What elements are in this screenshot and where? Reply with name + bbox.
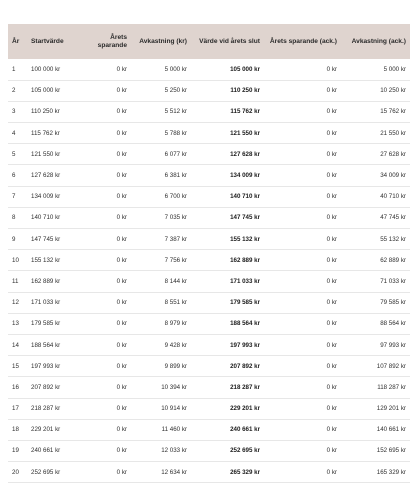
cell-savings-accumulated: 0 kr <box>326 405 337 413</box>
cell-savings-accumulated: 0 kr <box>326 129 337 137</box>
cell-end-value: 110 250 kr <box>230 87 260 95</box>
cell-return-accumulated: 165 329 kr <box>376 468 406 476</box>
table-row <box>8 440 410 461</box>
table-row <box>8 59 410 80</box>
cell-savings-accumulated: 0 kr <box>326 320 337 328</box>
cell-return-accumulated: 79 585 kr <box>380 299 406 307</box>
cell-savings-accumulated: 0 kr <box>326 193 337 201</box>
cell-start-value: 252 695 kr <box>31 468 61 476</box>
table-row <box>8 80 410 101</box>
table-row <box>8 419 410 440</box>
cell-year: 12 <box>12 299 19 307</box>
cell-savings-accumulated: 0 kr <box>326 150 337 158</box>
cell-return-accumulated: 40 710 kr <box>380 193 406 201</box>
cell-return-accumulated: 10 250 kr <box>380 87 406 95</box>
cell-start-value: 121 550 kr <box>31 150 61 158</box>
cell-end-value: 229 201 kr <box>230 405 260 413</box>
cell-year: 16 <box>12 383 19 391</box>
cell-start-value: 171 033 kr <box>31 299 61 307</box>
cell-return-accumulated: 97 993 kr <box>380 341 406 349</box>
cell-return: 10 914 kr <box>161 405 187 413</box>
cell-return-accumulated: 15 762 kr <box>380 108 406 116</box>
cell-yearly-savings: 0 kr <box>116 383 127 391</box>
cell-end-value: 197 993 kr <box>230 341 260 349</box>
cell-year: 10 <box>12 256 19 264</box>
cell-start-value: 162 889 kr <box>31 277 61 285</box>
cell-yearly-savings: 0 kr <box>116 405 127 413</box>
header-end-value: Värde vid årets slut <box>199 37 260 45</box>
cell-start-value: 110 250 kr <box>31 108 60 116</box>
cell-start-value: 240 661 kr <box>31 447 61 455</box>
cell-start-value: 100 000 kr <box>31 65 61 73</box>
cell-return: 6 700 kr <box>164 193 187 201</box>
cell-return: 11 460 kr <box>161 426 187 434</box>
cell-return: 8 551 kr <box>164 299 187 307</box>
header-return: Avkastning (kr) <box>139 37 187 45</box>
cell-yearly-savings: 0 kr <box>116 172 127 180</box>
cell-return: 5 788 kr <box>164 129 187 137</box>
cell-year: 8 <box>12 214 16 222</box>
cell-return-accumulated: 62 889 kr <box>380 256 406 264</box>
cell-return-accumulated: 152 695 kr <box>376 447 406 455</box>
cell-return-accumulated: 129 201 kr <box>376 405 406 413</box>
table-row <box>8 101 410 122</box>
cell-savings-accumulated: 0 kr <box>326 214 337 222</box>
cell-return: 6 077 kr <box>164 150 187 158</box>
cell-return-accumulated: 27 628 kr <box>380 150 406 158</box>
cell-yearly-savings: 0 kr <box>116 362 127 370</box>
cell-savings-accumulated: 0 kr <box>326 426 337 434</box>
table-row <box>8 462 410 483</box>
cell-return: 9 899 kr <box>164 362 187 370</box>
cell-savings-accumulated: 0 kr <box>326 256 337 264</box>
cell-year: 7 <box>12 193 16 201</box>
cell-year: 2 <box>12 87 16 95</box>
header-return-accumulated: Avkastning (ack.) <box>351 37 406 45</box>
cell-end-value: 155 132 kr <box>230 235 260 243</box>
cell-savings-accumulated: 0 kr <box>326 65 337 73</box>
table-row <box>8 313 410 334</box>
cell-yearly-savings: 0 kr <box>116 341 127 349</box>
cell-end-value: 147 745 kr <box>230 214 260 222</box>
results-table-container <box>8 24 410 483</box>
cell-year: 3 <box>12 108 16 116</box>
cell-start-value: 179 585 kr <box>31 320 61 328</box>
cell-savings-accumulated: 0 kr <box>326 172 337 180</box>
cell-year: 4 <box>12 129 16 137</box>
cell-savings-accumulated: 0 kr <box>326 277 337 285</box>
cell-savings-accumulated: 0 kr <box>326 362 337 370</box>
table-row <box>8 292 410 313</box>
table-row <box>8 207 410 228</box>
cell-start-value: 115 762 kr <box>31 129 60 137</box>
cell-return: 8 144 kr <box>164 277 187 285</box>
cell-start-value: 105 000 kr <box>31 87 61 95</box>
header-savings-accumulated: Årets sparande (ack.) <box>269 37 337 45</box>
cell-end-value: 162 889 kr <box>230 256 260 264</box>
cell-year: 6 <box>12 172 16 180</box>
table-header <box>8 24 410 59</box>
cell-savings-accumulated: 0 kr <box>326 447 337 455</box>
table-row <box>8 144 410 165</box>
cell-year: 14 <box>12 341 19 349</box>
cell-yearly-savings: 0 kr <box>116 320 127 328</box>
table-row <box>8 377 410 398</box>
cell-start-value: 140 710 kr <box>31 214 61 222</box>
cell-return: 6 381 kr <box>164 172 187 180</box>
cell-return: 7 756 kr <box>164 256 187 264</box>
cell-yearly-savings: 0 kr <box>116 108 127 116</box>
cell-yearly-savings: 0 kr <box>116 468 127 476</box>
cell-savings-accumulated: 0 kr <box>326 341 337 349</box>
header-start-value: Startvärde <box>31 37 64 45</box>
cell-return: 5 512 kr <box>164 108 187 116</box>
table-row <box>8 186 410 207</box>
header-row <box>8 24 410 59</box>
cell-yearly-savings: 0 kr <box>116 129 127 137</box>
table-row <box>8 271 410 292</box>
cell-end-value: 115 762 kr <box>230 108 260 116</box>
cell-year: 17 <box>12 405 19 413</box>
compound-interest-table <box>8 24 410 483</box>
cell-year: 5 <box>12 150 16 158</box>
table-row <box>8 123 410 144</box>
cell-yearly-savings: 0 kr <box>116 277 127 285</box>
cell-year: 1 <box>12 65 16 73</box>
cell-end-value: 121 550 kr <box>230 129 260 137</box>
cell-return-accumulated: 34 009 kr <box>380 172 406 180</box>
cell-yearly-savings: 0 kr <box>116 426 127 434</box>
cell-year: 19 <box>12 447 19 455</box>
cell-savings-accumulated: 0 kr <box>326 383 337 391</box>
cell-return: 10 394 kr <box>161 383 187 391</box>
cell-end-value: 140 710 kr <box>230 193 260 201</box>
cell-end-value: 179 585 kr <box>230 299 260 307</box>
cell-yearly-savings: 0 kr <box>116 150 127 158</box>
table-row <box>8 165 410 186</box>
cell-return: 5 250 kr <box>164 87 187 95</box>
cell-year: 13 <box>12 320 19 328</box>
cell-yearly-savings: 0 kr <box>116 193 127 201</box>
cell-return: 9 428 kr <box>164 341 187 349</box>
cell-yearly-savings: 0 kr <box>116 256 127 264</box>
cell-yearly-savings: 0 kr <box>116 235 127 243</box>
cell-end-value: 171 033 kr <box>230 277 260 285</box>
cell-year: 9 <box>12 235 16 243</box>
cell-end-value: 218 287 kr <box>230 383 260 391</box>
cell-return: 7 035 kr <box>164 214 187 222</box>
table-row <box>8 250 410 271</box>
cell-return-accumulated: 88 564 kr <box>380 320 406 328</box>
cell-start-value: 155 132 kr <box>31 256 61 264</box>
cell-return: 12 033 kr <box>161 447 187 455</box>
cell-end-value: 134 009 kr <box>230 172 260 180</box>
table-row <box>8 398 410 419</box>
header-year: År <box>12 37 20 45</box>
table-row <box>8 229 410 250</box>
cell-end-value: 127 628 kr <box>230 150 260 158</box>
cell-end-value: 188 564 kr <box>230 320 260 328</box>
cell-end-value: 265 329 kr <box>230 468 260 476</box>
cell-start-value: 229 201 kr <box>31 426 61 434</box>
cell-end-value: 105 000 kr <box>230 65 260 73</box>
header-yearly-savings: Årets sparande <box>97 33 127 49</box>
cell-return-accumulated: 21 550 kr <box>380 129 406 137</box>
cell-return-accumulated: 118 287 kr <box>377 383 406 391</box>
cell-return: 12 634 kr <box>161 468 187 476</box>
cell-start-value: 188 564 kr <box>31 341 61 349</box>
cell-year: 20 <box>12 468 19 476</box>
cell-return-accumulated: 71 033 kr <box>380 277 406 285</box>
cell-return-accumulated: 47 745 kr <box>380 214 406 222</box>
cell-start-value: 134 009 kr <box>31 193 61 201</box>
cell-yearly-savings: 0 kr <box>116 87 127 95</box>
cell-savings-accumulated: 0 kr <box>326 87 337 95</box>
cell-return-accumulated: 5 000 kr <box>383 65 406 73</box>
table-row <box>8 334 410 355</box>
table-body <box>8 59 410 483</box>
cell-return-accumulated: 107 892 kr <box>376 362 406 370</box>
cell-year: 15 <box>12 362 19 370</box>
cell-yearly-savings: 0 kr <box>116 214 127 222</box>
cell-return: 7 387 kr <box>164 235 187 243</box>
cell-return-accumulated: 140 661 kr <box>376 426 406 434</box>
cell-savings-accumulated: 0 kr <box>326 468 337 476</box>
cell-yearly-savings: 0 kr <box>116 299 127 307</box>
cell-end-value: 252 695 kr <box>230 447 260 455</box>
cell-return: 8 979 kr <box>164 320 187 328</box>
cell-savings-accumulated: 0 kr <box>326 299 337 307</box>
cell-end-value: 240 661 kr <box>230 426 260 434</box>
cell-savings-accumulated: 0 kr <box>326 235 337 243</box>
cell-year: 18 <box>12 426 19 434</box>
cell-start-value: 147 745 kr <box>31 235 61 243</box>
cell-start-value: 197 993 kr <box>31 362 61 370</box>
cell-start-value: 207 892 kr <box>31 383 61 391</box>
cell-start-value: 127 628 kr <box>31 172 61 180</box>
cell-year: 11 <box>12 277 19 285</box>
table-row <box>8 356 410 377</box>
cell-return-accumulated: 55 132 kr <box>380 235 406 243</box>
cell-savings-accumulated: 0 kr <box>326 108 337 116</box>
cell-end-value: 207 892 kr <box>230 362 260 370</box>
cell-yearly-savings: 0 kr <box>116 447 127 455</box>
cell-return: 5 000 kr <box>164 65 187 73</box>
cell-yearly-savings: 0 kr <box>116 65 127 73</box>
cell-start-value: 218 287 kr <box>31 405 61 413</box>
